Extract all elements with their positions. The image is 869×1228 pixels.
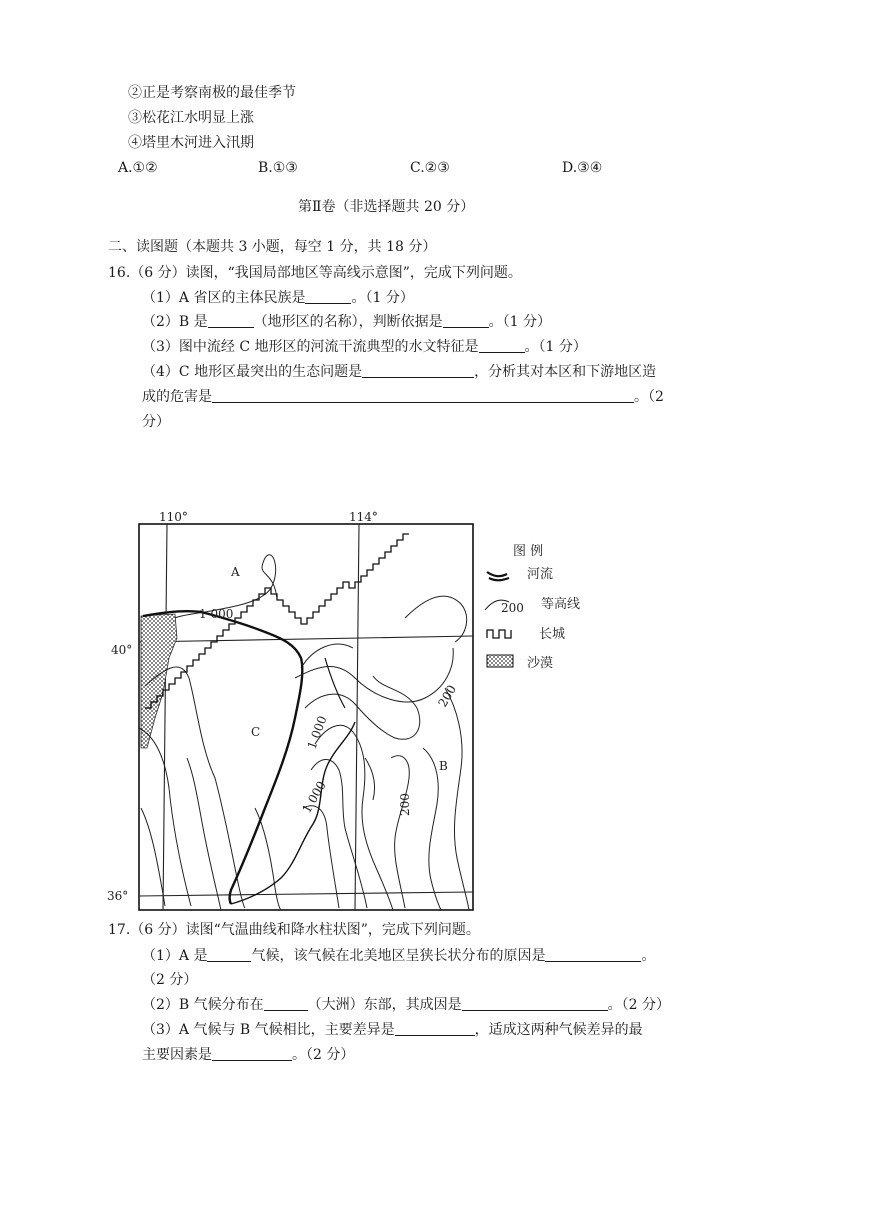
- q17-part-3-score: 。（2 分）: [292, 1047, 355, 1063]
- desert-legend-icon: [487, 655, 513, 667]
- tributary-river: [231, 722, 355, 904]
- answer-blank[interactable]: [479, 338, 525, 353]
- map-legend: [485, 544, 580, 671]
- contour-label-200: 200: [398, 793, 412, 816]
- q16-part-3-text: （3）图中流经 C 地形区的河流干流典型的水文特征是: [142, 339, 479, 355]
- q16-part-1: [142, 288, 414, 308]
- q16-part-4: [142, 362, 656, 382]
- lon-114-label: 114°: [349, 510, 378, 524]
- legend-river-label: 河流: [527, 567, 554, 582]
- q16-stem: 16.（6 分）读图，“我国局部地区等高线示意图”，完成下列问题。: [108, 265, 522, 281]
- contour-label-1000: 1 000: [304, 713, 330, 752]
- q17-part-3-cont: [142, 1045, 354, 1065]
- q15-option-d: D.③④: [562, 160, 603, 176]
- q16-part-3: [142, 337, 587, 357]
- q17-stem: 17.（6 分）读图“气温曲线和降水柱状图”，完成下列问题。: [108, 922, 480, 938]
- river-legend-icon: [487, 572, 509, 580]
- answer-blank[interactable]: [212, 1046, 292, 1061]
- answer-blank[interactable]: [212, 388, 634, 403]
- q15-item-4: ④塔里木河进入汛期: [128, 135, 254, 151]
- q17-part-3: [142, 1020, 643, 1040]
- lon-110-label: 110°: [159, 510, 188, 524]
- tributary-river: [325, 658, 345, 708]
- great-wall: [145, 534, 409, 708]
- wall-legend-icon: [487, 630, 511, 638]
- q16-part-1-text: （1）A 省区的主体民族是: [142, 290, 306, 306]
- volume-title: 第Ⅱ卷（非选择题共 20 分）: [298, 199, 475, 215]
- legend-wall-label: 长城: [539, 627, 566, 642]
- contour-label-1000: 1 000: [299, 778, 329, 816]
- answer-blank[interactable]: [264, 996, 308, 1011]
- lat-36-label: 36°: [107, 889, 129, 903]
- q17-part-1-score: （2 分）: [142, 972, 198, 988]
- q17-part-1: [142, 946, 655, 966]
- q16-part-1-score: 。（1 分）: [351, 290, 414, 306]
- q17-part-2-score: 。（2 分）: [607, 997, 671, 1013]
- contour-label-200: 200: [435, 682, 460, 710]
- q15-item-3: ③松花江水明显上涨: [128, 110, 254, 126]
- answer-blank[interactable]: [443, 313, 489, 328]
- region-a-label: A: [231, 565, 240, 579]
- q15-item-2: ②正是考察南极的最佳季节: [128, 85, 296, 101]
- q16-part-4-text2: 成的危害是: [142, 389, 212, 405]
- q16-part-4-cont: [142, 387, 664, 407]
- q17-part-1-text: （1）A 是: [142, 948, 208, 964]
- q16-part-2-mid: （地形区的名称），判断依据是: [253, 314, 443, 330]
- section-heading: 二、读图题（本题共 3 小题，每空 1 分，共 18 分）: [108, 239, 437, 255]
- q17-part-3-text: （3）A 气候与 B 气候相比，主要差异是: [142, 1022, 395, 1038]
- q17-part-3-mid: ，适成这两种气候差异的最: [474, 1022, 643, 1038]
- region-b-label: B: [439, 759, 448, 773]
- q15-option-a: A.①②: [118, 160, 158, 176]
- q16-part-4-mid: ，分析其对本区和下游地区造: [474, 364, 657, 380]
- q17-part-1-end: 。: [641, 948, 656, 964]
- q15-option-c: C.②③: [410, 160, 450, 176]
- q16-part-2: [142, 312, 551, 332]
- contour-label-1000: 1 000: [199, 607, 234, 621]
- map-frame: [139, 524, 473, 910]
- answer-blank[interactable]: [545, 947, 641, 962]
- answer-blank[interactable]: [362, 363, 474, 378]
- answer-blank[interactable]: [462, 996, 608, 1011]
- q16-part-3-score: 。（1 分）: [524, 339, 587, 355]
- q16-part-4-score: 。（2: [634, 389, 664, 405]
- contour-lines: [139, 555, 469, 910]
- q16-part-4-score-end: 分）: [142, 414, 170, 430]
- q16-part-4-text: （4）C 地形区最突出的生态问题是: [142, 364, 363, 380]
- legend-contour-label: 等高线: [541, 597, 581, 612]
- answer-blank[interactable]: [395, 1021, 475, 1036]
- q16-part-2-text: （2）B 是: [142, 314, 208, 330]
- contour-map: [105, 508, 625, 918]
- answer-blank[interactable]: [207, 947, 251, 962]
- desert-area: [141, 614, 177, 748]
- legend-desert-label: 沙漠: [527, 656, 554, 671]
- q17-part-2-mid: （大洲）东部，其成因是: [307, 997, 462, 1013]
- answer-blank[interactable]: [208, 313, 254, 328]
- q17-part-2: [142, 995, 670, 1015]
- region-c-label: C: [251, 725, 261, 739]
- lat-40-label: 40°: [111, 643, 133, 657]
- q17-part-1-mid: 气候，该气候在北美地区呈狭长状分布的原因是: [251, 948, 546, 964]
- q16-part-2-score: 。（1 分）: [488, 314, 552, 330]
- legend-contour-number: 200: [501, 601, 524, 615]
- graticule: [139, 524, 473, 910]
- q15-option-b: B.①③: [258, 160, 298, 176]
- legend-title: 图 例: [513, 544, 544, 559]
- q17-part-3-text2: 主要因素是: [142, 1047, 212, 1063]
- q17-part-2-text: （2）B 气候分布在: [142, 997, 264, 1013]
- answer-blank[interactable]: [305, 289, 351, 304]
